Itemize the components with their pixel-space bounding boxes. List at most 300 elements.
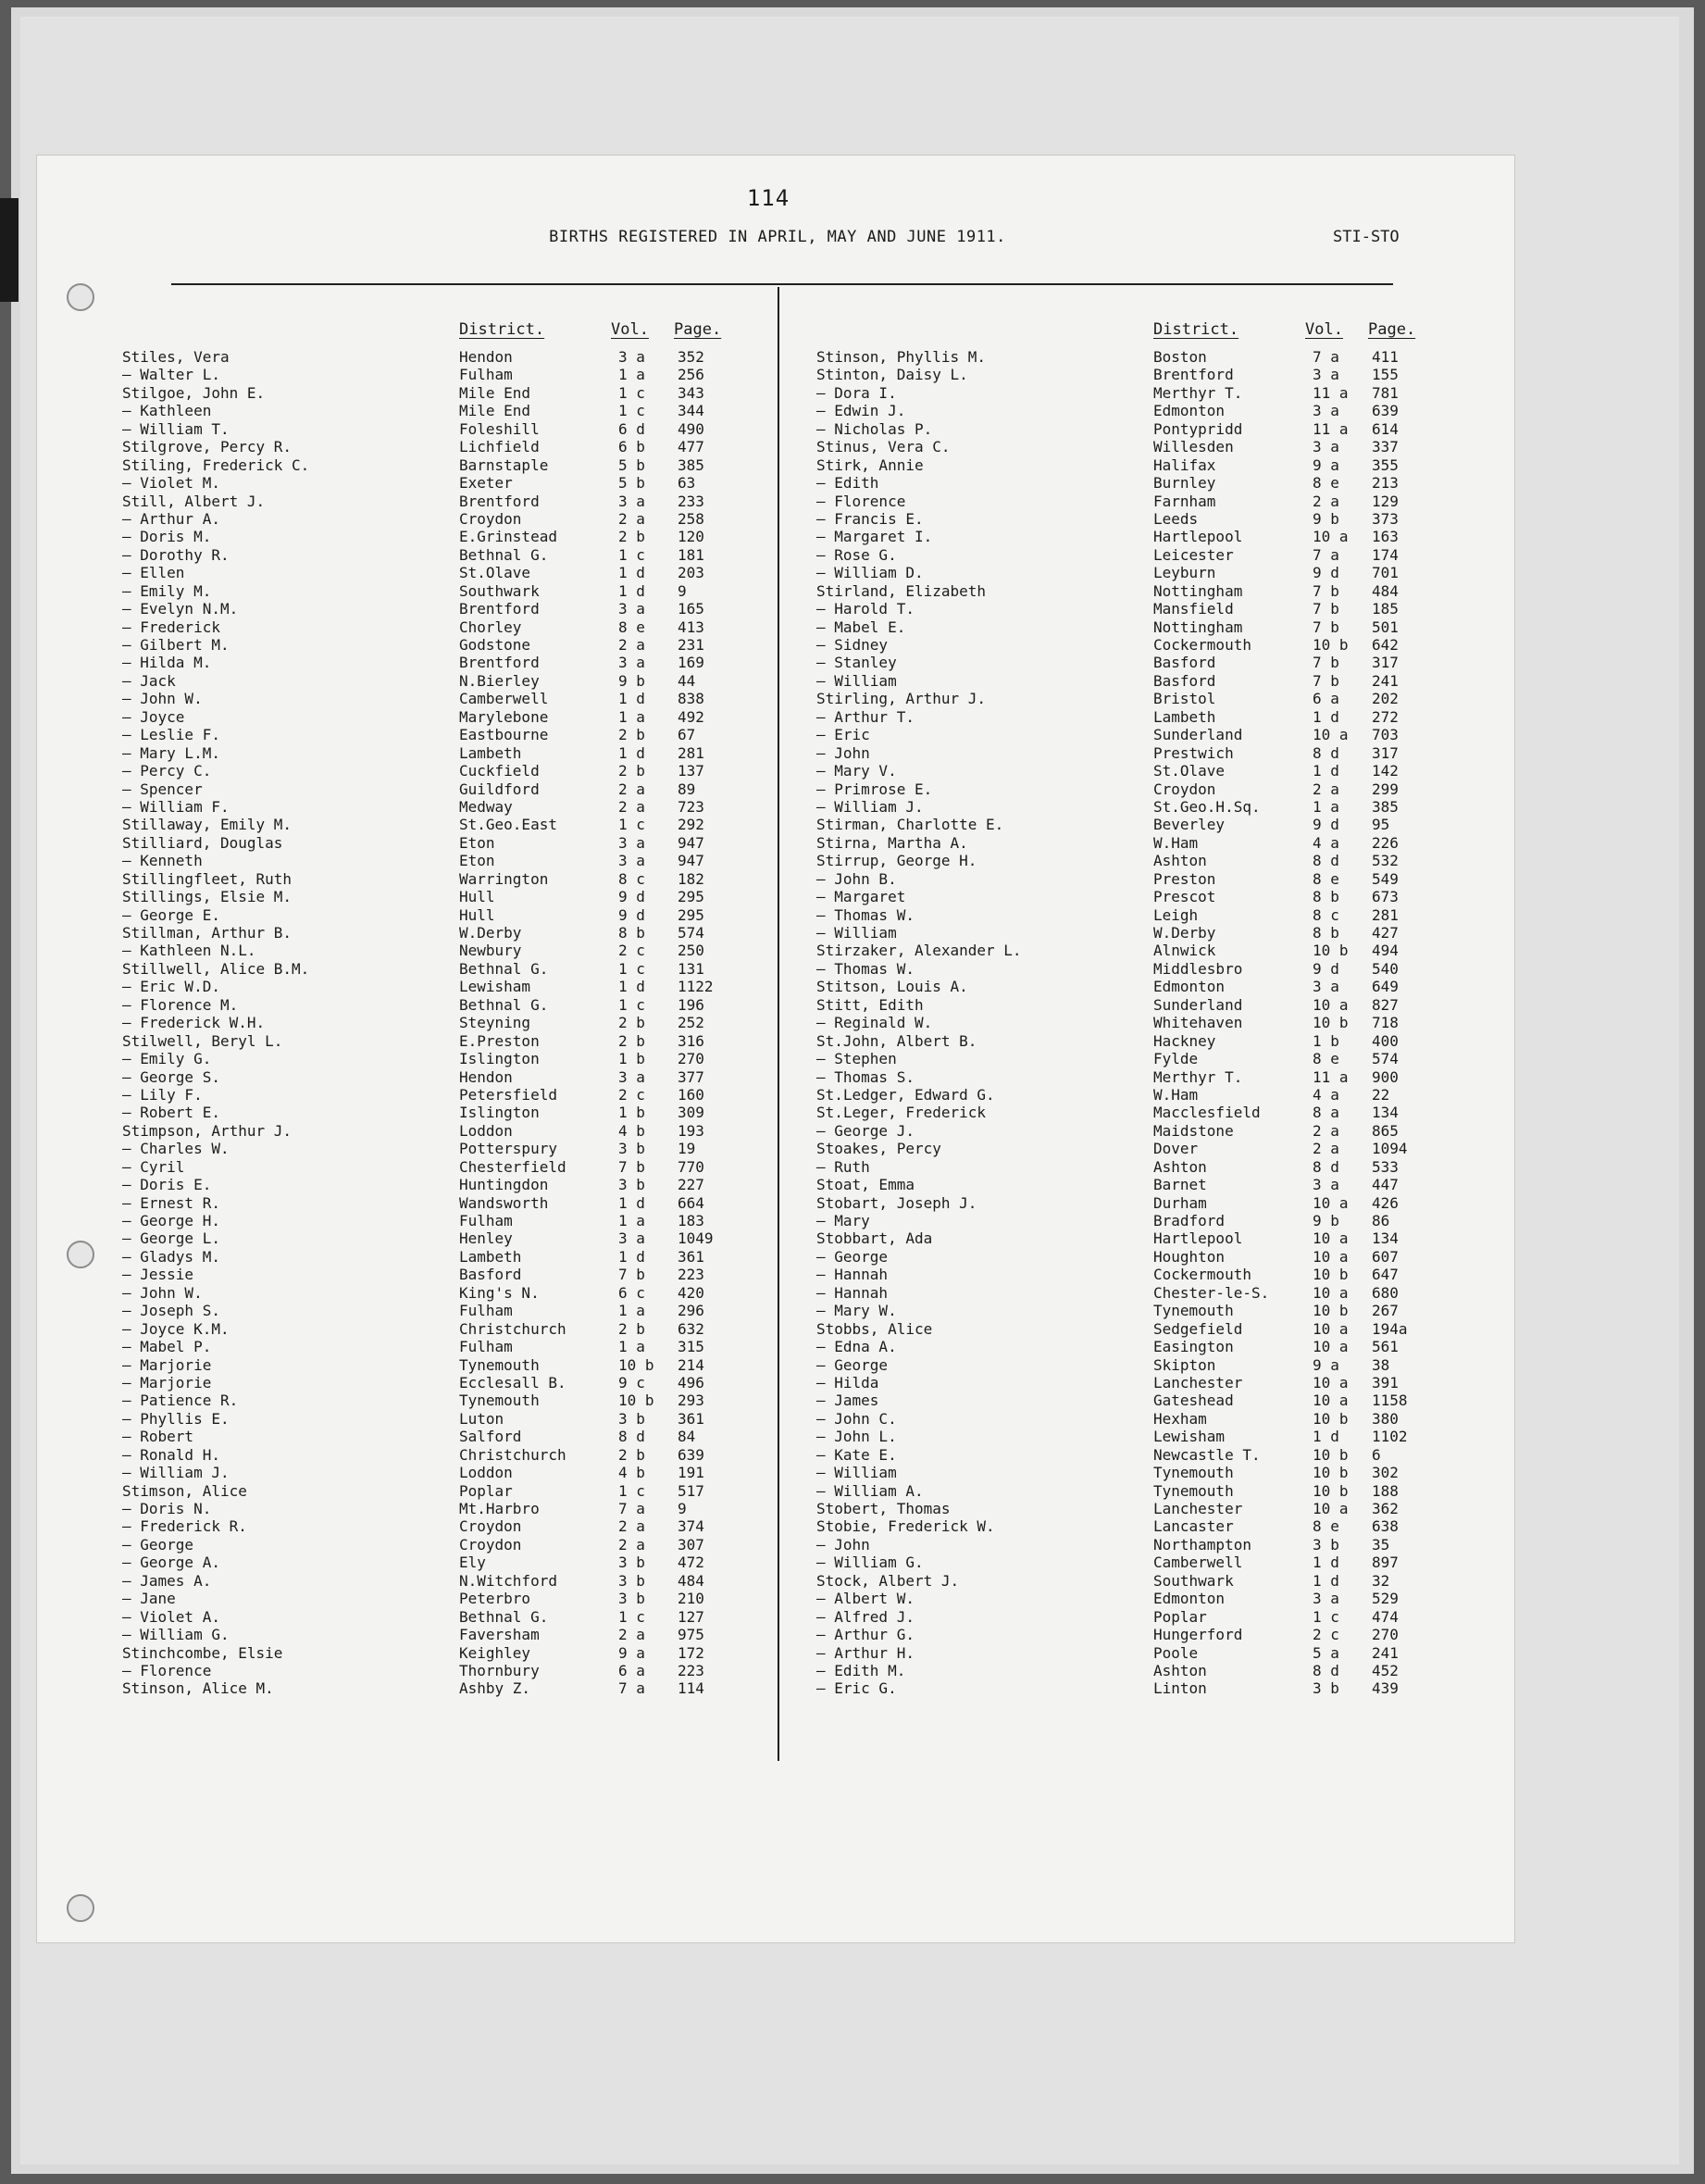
entry-name: — Violet M. [122,474,220,493]
entry-volume: 11 a [1313,383,1349,402]
entry-volume: 2 a [618,509,645,528]
entry-volume: 9 d [1313,564,1339,582]
entry-district: Linton [1153,1679,1207,1698]
entry-name: Stirzaker, Alexander L. [816,942,1022,960]
entry-district: Lambeth [459,743,522,762]
entry-page: 316 [678,1031,704,1050]
entry-volume: 1 d [618,1247,645,1266]
entry-page: 472 [678,1554,704,1572]
entry-volume: 7 b [618,1266,645,1284]
entry-name: Stilgrove, Percy R. [122,438,292,456]
entry-district: Mile End [459,402,531,420]
entry-district: Exeter [459,474,513,493]
entry-page: 532 [1372,852,1399,870]
entry-volume: 10 b [1313,1014,1349,1032]
entry-volume: 10 a [1313,1247,1349,1266]
entry-page: 22 [1372,1085,1390,1104]
entry-district: Guildford [459,780,540,798]
entry-page: 639 [1372,402,1399,420]
entry-page: 385 [1372,797,1399,816]
entry-name: — George H. [122,1212,220,1229]
entry-district: Gateshead [1153,1392,1234,1410]
entry-district: N.Bierley [459,671,540,690]
entry-page: 63 [678,474,696,493]
entry-page: 270 [1372,1626,1399,1644]
entry-district: Sedgefield [1153,1319,1243,1338]
entry-name: Stoat, Emma [816,1176,915,1194]
entry-volume: 10 b [618,1355,654,1374]
entry-name: — Eric W.D. [122,978,220,996]
entry-district: Beverley [1153,816,1226,834]
entry-page: 426 [1372,1193,1399,1212]
column-divider [778,287,779,1761]
entry-volume: 7 b [1313,654,1339,672]
entry-page: 647 [1372,1266,1399,1284]
punch-hole-middle [67,1241,94,1268]
entry-district: Steyning [459,1014,531,1032]
entry-page: 361 [678,1409,704,1428]
punch-hole-bottom [67,1894,94,1922]
entry-page: 574 [1372,1050,1399,1068]
entry-page: 373 [1372,509,1399,528]
entry-district: Loddon [459,1121,513,1140]
entry-name: — Hannah [816,1266,889,1284]
entry-volume: 1 c [618,1481,645,1500]
entry-district: St.Olave [459,564,531,582]
entry-page: 638 [1372,1517,1399,1536]
entry-district: Salford [459,1428,522,1446]
entry-district: Newbury [459,942,522,960]
entry-page: 649 [1372,978,1399,996]
entry-volume: 1 d [618,978,645,996]
entry-name: — Reginald W. [816,1014,933,1032]
entry-volume: 3 a [618,654,645,672]
entry-name: Stirna, Martha A. [816,833,968,852]
entry-page: 337 [1372,438,1399,456]
entry-page: 188 [1372,1481,1399,1500]
entry-name: Stobbs, Alice [816,1319,933,1338]
entry-page: 317 [1372,743,1399,762]
entry-volume: 3 b [1313,1679,1339,1698]
entry-district: Eastbourne [459,726,549,744]
entry-page: 680 [1372,1283,1399,1302]
entry-page: 89 [678,780,696,798]
entry-district: Tynemouth [1153,1302,1234,1320]
entry-page: 1049 [678,1229,714,1248]
entry-page: 439 [1372,1679,1399,1698]
entry-name: — Doris E. [122,1176,212,1194]
entry-page: 226 [1372,833,1399,852]
entry-page: 9 [678,581,687,600]
entry-district: King's N. [459,1283,540,1302]
entry-district: Fulham [459,1338,513,1356]
entry-district: Whitehaven [1153,1014,1243,1032]
entry-name: — Dora I. [816,383,897,402]
entry-district: Tynemouth [459,1355,540,1374]
entry-page: 35 [1372,1535,1390,1554]
entry-district: Hull [459,905,495,924]
entry-name: — John L. [816,1428,897,1446]
entry-district: Hackney [1153,1031,1216,1050]
entry-page: 203 [678,564,704,582]
entry-name: — Percy C. [122,762,212,780]
entry-district: Medway [459,797,513,816]
entry-district: Edmonton [1153,402,1226,420]
entry-volume: 1 a [1313,797,1339,816]
entry-district: Chorley [459,618,522,636]
entry-volume: 6 a [618,1661,645,1679]
entry-name: — Spencer [122,780,203,798]
entry-page: 231 [678,636,704,654]
entry-district: Keighley [459,1643,531,1662]
entry-name: Still, Albert J. [122,492,266,510]
entry-volume: 2 b [618,528,645,546]
entry-district: Basford [459,1266,522,1284]
entry-page: 295 [678,888,704,906]
entry-district: Burnley [1153,474,1216,493]
entry-name: — Edith [816,474,879,493]
entry-volume: 10 a [1313,1338,1349,1356]
binder-tab [0,198,19,302]
entry-page: 44 [678,671,696,690]
entry-page: 632 [678,1319,704,1338]
entry-district: Ely [459,1554,486,1572]
entry-district: Leicester [1153,545,1234,564]
entry-page: 250 [678,942,704,960]
entry-page: 172 [678,1643,704,1662]
entry-page: 182 [678,869,704,888]
entry-volume: 3 b [618,1409,645,1428]
entry-volume: 9 d [1313,959,1339,978]
entry-page: 496 [678,1373,704,1392]
entry-volume: 10 b [1313,942,1349,960]
entry-volume: 9 d [1313,816,1339,834]
entry-district: Bradford [1153,1212,1226,1229]
entry-district: Croydon [459,509,522,528]
entry-district: Lambeth [459,1247,522,1266]
entry-volume: 9 a [1313,456,1339,474]
entry-volume: 2 b [618,1031,645,1050]
entry-page: 352 [678,348,704,366]
entry-district: Ashton [1153,852,1207,870]
entry-volume: 3 a [618,492,645,510]
entry-district: Leyburn [1153,564,1216,582]
entry-volume: 8 b [618,924,645,942]
entry-name: — Doris N. [122,1500,212,1517]
entry-page: 723 [678,797,704,816]
entry-name: — George E. [122,905,220,924]
entry-district: Lancaster [1153,1517,1234,1536]
page-header: Page. [674,320,722,339]
entry-district: E.Preston [459,1031,540,1050]
entry-district: Chester-le-S. [1153,1283,1270,1302]
entry-district: Leeds [1153,509,1199,528]
entry-volume: 10 b [1313,1481,1349,1500]
entry-volume: 1 c [618,402,645,420]
entry-volume: 7 a [618,1500,645,1517]
entry-name: — Hilda [816,1373,879,1392]
entry-district: Edmonton [1153,978,1226,996]
entry-volume: 8 d [1313,743,1339,762]
entry-district: Mansfield [1153,600,1234,618]
entry-volume: 3 a [1313,366,1339,384]
entry-name: — George L. [122,1229,220,1248]
entry-page: 165 [678,600,704,618]
entry-name: St.John, Albert B. [816,1031,977,1050]
entry-volume: 1 c [618,995,645,1014]
entry-page: 202 [1372,690,1399,708]
entry-page: 174 [1372,545,1399,564]
entry-volume: 1 c [1313,1607,1339,1626]
entry-volume: 8 e [618,618,645,636]
entry-volume: 10 a [1313,528,1349,546]
entry-page: 533 [1372,1157,1399,1176]
entry-volume: 3 b [618,1140,645,1158]
entry-volume: 1 b [1313,1031,1339,1050]
entry-page: 127 [678,1607,704,1626]
entry-name: — Mabel P. [122,1338,212,1356]
entry-volume: 10 a [1313,1373,1349,1392]
entry-district: Luton [459,1409,504,1428]
entry-district: Fulham [459,1302,513,1320]
entry-volume: 2 a [618,1626,645,1644]
entry-volume: 1 d [618,581,645,600]
entry-district: Potterspury [459,1140,557,1158]
entry-volume: 8 a [1313,1104,1339,1122]
entry-name: — John [816,743,870,762]
entry-name: — Arthur T. [816,707,915,726]
entry-district: Merthyr T. [1153,1067,1243,1086]
entry-page: 781 [1372,383,1399,402]
entry-district: Ecclesall B. [459,1373,566,1392]
entry-district: Newcastle T. [1153,1445,1261,1464]
entry-district: Hendon [459,1067,513,1086]
entry-page: 241 [1372,671,1399,690]
entry-page: 67 [678,726,696,744]
entry-volume: 10 a [1313,1283,1349,1302]
entry-name: — Mabel E. [816,618,906,636]
page-header: Page. [1368,320,1416,339]
entry-name: — Jane [122,1590,176,1608]
entry-volume: 10 b [618,1392,654,1410]
punch-hole-top [67,283,94,311]
entry-district: Chesterfield [459,1157,566,1176]
entry-page: 355 [1372,456,1399,474]
entry-volume: 10 a [1313,1392,1349,1410]
entry-district: Poplar [1153,1607,1207,1626]
entry-page: 233 [678,492,704,510]
entry-name: — Gladys M. [122,1247,220,1266]
entry-name: Stillingfleet, Ruth [122,869,292,888]
entry-page: 385 [678,456,704,474]
entry-district: Croydon [459,1535,522,1554]
entry-page: 1158 [1372,1392,1408,1410]
entry-page: 1102 [1372,1428,1408,1446]
entry-name: Stiling, Frederick C. [122,456,310,474]
entry-volume: 8 e [1313,869,1339,888]
entry-volume: 5 a [1313,1643,1339,1662]
entry-volume: 1 c [618,1607,645,1626]
entry-page: 1094 [1372,1140,1408,1158]
entry-page: 307 [678,1535,704,1554]
entry-name: — Ruth [816,1157,870,1176]
entry-volume: 8 c [618,869,645,888]
entry-name: — Charles W. [122,1140,230,1158]
entry-name: — Doris M. [122,528,212,546]
entry-name: Stobbart, Ada [816,1229,933,1248]
entry-district: Brentford [459,600,540,618]
entry-name: Stinchcombe, Elsie [122,1643,283,1662]
entry-volume: 1 d [618,564,645,582]
entry-volume: 2 b [618,726,645,744]
entry-page: 292 [678,816,704,834]
entry-volume: 7 a [1313,545,1339,564]
entry-page: 361 [678,1247,704,1266]
entry-page: 256 [678,366,704,384]
entry-name: — William G. [816,1554,924,1572]
entry-district: Poole [1153,1643,1199,1662]
entry-name: — William A. [816,1481,924,1500]
entry-district: Christchurch [459,1445,566,1464]
entry-page: 501 [1372,618,1399,636]
entry-name: — Frederick R. [122,1517,247,1536]
entry-name: Stimson, Alice [122,1481,247,1500]
entry-district: Durham [1153,1193,1207,1212]
entry-volume: 1 d [618,690,645,708]
vol-header: Vol. [1305,320,1343,339]
entry-district: Bethnal G. [459,545,549,564]
entry-district: Fylde [1153,1050,1199,1068]
entry-page: 241 [1372,1643,1399,1662]
entry-district: Sunderland [1153,995,1243,1014]
entry-district: Godstone [459,636,531,654]
entry-name: — Margaret [816,888,906,906]
entry-name: Stimpson, Arthur J. [122,1121,292,1140]
entry-page: 95 [1372,816,1390,834]
entry-volume: 8 d [1313,1661,1339,1679]
entry-volume: 2 a [618,780,645,798]
entry-page: 169 [678,654,704,672]
entry-volume: 10 a [1313,995,1349,1014]
entry-district: Loddon [459,1464,513,1482]
entry-volume: 6 b [618,438,645,456]
entry-district: Foleshill [459,419,540,438]
entry-district: Croydon [1153,780,1216,798]
entry-page: 315 [678,1338,704,1356]
entry-page: 302 [1372,1464,1399,1482]
entry-volume: 1 d [1313,1428,1339,1446]
entry-district: Ashton [1153,1661,1207,1679]
entry-page: 38 [1372,1355,1390,1374]
entry-name: — Edna A. [816,1338,897,1356]
entry-volume: 3 a [618,1229,645,1248]
entry-name: Stiles, Vera [122,348,230,366]
entry-name: — William D. [816,564,924,582]
entry-volume: 8 d [618,1428,645,1446]
index-range: STI-STO [1333,228,1400,246]
entry-volume: 3 a [618,852,645,870]
entry-name: — Emily M. [122,581,212,600]
entry-page: 427 [1372,924,1399,942]
entry-page: 258 [678,509,704,528]
entry-page: 293 [678,1392,704,1410]
entry-name: — Rose G. [816,545,897,564]
entry-page: 163 [1372,528,1399,546]
entry-district: Pontypridd [1153,419,1243,438]
entry-page: 343 [678,383,704,402]
entry-page: 377 [678,1067,704,1086]
entry-name: — Arthur A. [122,509,220,528]
entry-name: — Marjorie [122,1373,212,1392]
entry-volume: 2 c [618,1085,645,1104]
entry-name: — Mary W. [816,1302,897,1320]
entry-page: 718 [1372,1014,1399,1032]
entry-volume: 1 a [618,1212,645,1229]
entry-page: 574 [678,924,704,942]
entry-page: 561 [1372,1338,1399,1356]
entry-page: 411 [1372,348,1399,366]
entry-name: — Stephen [816,1050,897,1068]
entry-name: — John [816,1535,870,1554]
entry-page: 281 [1372,905,1399,924]
entry-volume: 9 b [1313,509,1339,528]
entry-name: — Lily F. [122,1085,203,1104]
entry-volume: 10 a [1313,1500,1349,1517]
entry-district: Willesden [1153,438,1234,456]
entry-name: — Leslie F. [122,726,220,744]
entry-name: — William F. [122,797,230,816]
entry-volume: 6 a [1313,690,1339,708]
entry-district: Hexham [1153,1409,1207,1428]
entry-district: Wandsworth [459,1193,549,1212]
entry-volume: 9 c [618,1373,645,1392]
entry-volume: 2 a [1313,1121,1339,1140]
entry-name: Stillman, Arthur B. [122,924,292,942]
entry-district: Brentford [1153,366,1234,384]
entry-district: Middlesbro [1153,959,1243,978]
entry-name: — William G. [122,1626,230,1644]
entry-page: 134 [1372,1104,1399,1122]
entry-page: 484 [1372,581,1399,600]
entry-name: — Margaret I. [816,528,933,546]
entry-name: — William T. [122,419,230,438]
entry-volume: 4 a [1313,833,1339,852]
entry-district: Faversham [459,1626,540,1644]
entry-district: Sunderland [1153,726,1243,744]
entry-page: 185 [1372,600,1399,618]
entry-page: 129 [1372,492,1399,510]
entry-name: — Eric [816,726,870,744]
entry-district: Bethnal G. [459,1607,549,1626]
entry-page: 9 [678,1500,687,1517]
entry-district: Mile End [459,383,531,402]
entry-volume: 3 a [1313,978,1339,996]
entry-district: Lewisham [1153,1428,1226,1446]
entry-volume: 5 b [618,474,645,493]
entry-page: 84 [678,1428,696,1446]
entry-district: Hull [459,888,495,906]
entry-district: Bristol [1153,690,1216,708]
district-header: District. [1153,320,1239,339]
entry-name: — Florence M. [122,995,239,1014]
entry-page: 400 [1372,1031,1399,1050]
entry-district: Mt.Harbro [459,1500,540,1517]
entry-district: Prescot [1153,888,1216,906]
entry-name: St.Leger, Frederick [816,1104,987,1122]
entry-volume: 1 b [618,1050,645,1068]
entry-district: Southwark [459,581,540,600]
entry-district: Croydon [459,1517,522,1536]
